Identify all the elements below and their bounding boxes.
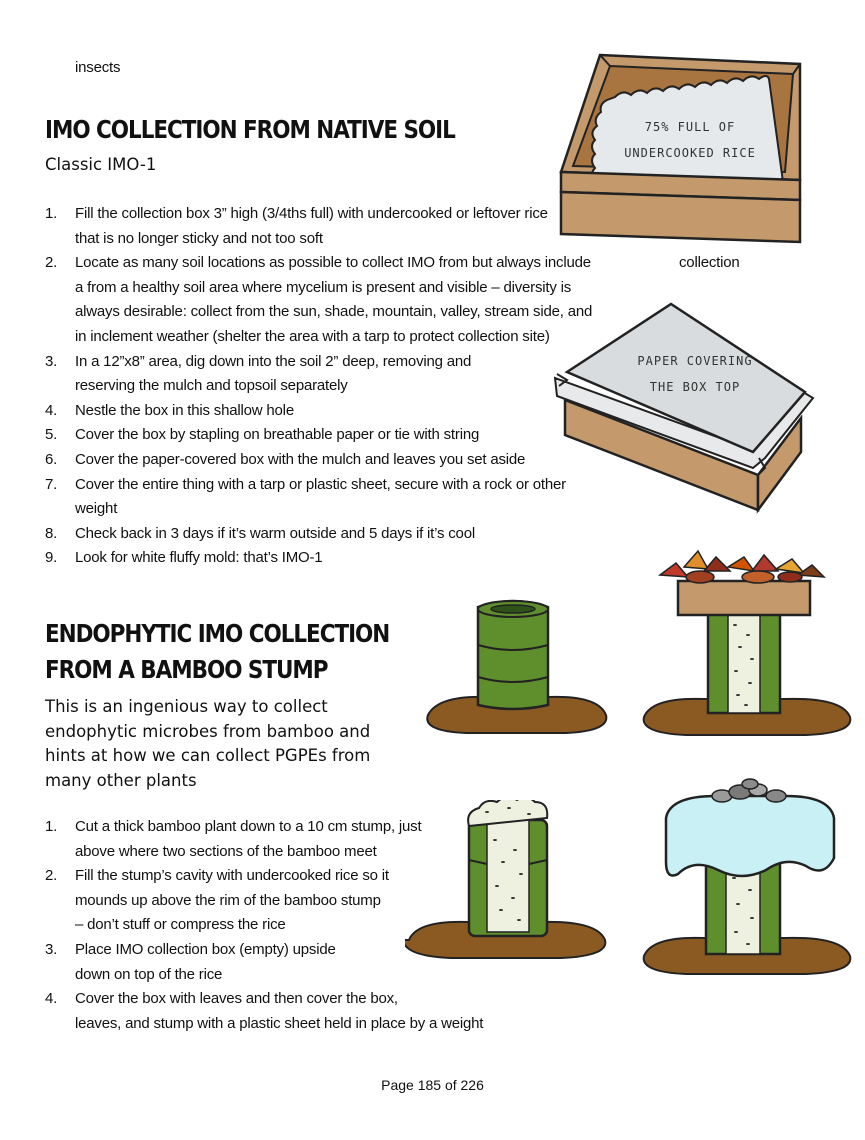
paper-label-line1: PAPER COVERING [637,354,753,368]
bamboo-filled-rice-illustration [405,800,615,960]
bamboo-covered-sheet-illustration [640,778,862,978]
section-heading-native-soil: IMO COLLECTION FROM NATIVE SOIL [45,115,455,144]
paper-label-line2: THE BOX TOP [649,380,741,394]
list-item: 1. Cut a thick bamboo plant down to a 10 cm stump, just above where two sections of the bamboo meet [45,818,422,860]
overflow-word: collection [679,254,740,271]
list-item: 2. Fill the stump’s cavity with undercooked rice so it mounds up above the rim of the bamboo stump – don’t stuff or compress the rice [45,867,389,934]
list-item: 8. Check back in 3 days if it’s warm outside and 5 days if it’s cool [45,524,475,542]
rice-collection-box-illustration [555,52,810,247]
section-intro: This is an ingenious way to collect endophytic microbes from bamboo and hints at how we can collect PGPEs from many other plants [45,697,371,790]
list-item: 6. Cover the paper-covered box with the mulch and leaves you set aside [45,450,526,468]
bamboo-box-leaves-illustration [640,545,862,740]
list-item: 3. In a 12”x8” area, dig down into the soil 2” deep, removing and reserving the mulch and topsoil separately [45,352,472,395]
list-item: 7. Cover the entire thing with a tarp or plastic sheet, secure with a rock or other weight [45,475,566,518]
list-item: 4. Cover the box with leaves and then cover the box, leaves, and stump with a plastic sheet held in place by a weight [45,990,484,1032]
list-item: 9. Look for white fluffy mold: that’s IMO-1 [45,549,323,567]
list-item: 3. Place IMO collection box (empty) upside down on top of the rice [45,940,336,983]
bamboo-stump-illustration [408,595,613,740]
list-item: 4. Nestle the box in this shallow hole [45,401,294,419]
box-label-line1: 75% FULL OF [644,120,736,134]
list-item: 1. Fill the collection box 3” high (3/4ths full) with undercooked or leftover rice that is no longer sticky and not too soft [45,205,548,247]
paper-covered-box-illustration [553,300,818,515]
page-number: Page 185 of 226 [381,1077,484,1093]
section-heading-bamboo-line2: FROM A BAMBOO STUMP [45,655,328,684]
section-heading-bamboo-line1: ENDOPHYTIC IMO COLLECTION [45,619,390,648]
section-subtitle: Classic IMO-1 [45,155,157,174]
continued-text-fragment: insects [75,59,121,76]
steps-list-native-soil [45,202,598,571]
list-item: 2. Locate as many soil locations as possible to collect IMO from but always include a from a healthy soil area where mycelium is present and visible – diversity is always desirable: collect from the sun, shade, mountain, valley, stream side, and in inclement weather (shelter the area with a tarp to protect collection site) [45,254,593,345]
list-item: 5. Cover the box by stapling on breathable paper or tie with string [45,426,480,444]
box-label-line2: UNDERCOOKED RICE [624,146,756,160]
